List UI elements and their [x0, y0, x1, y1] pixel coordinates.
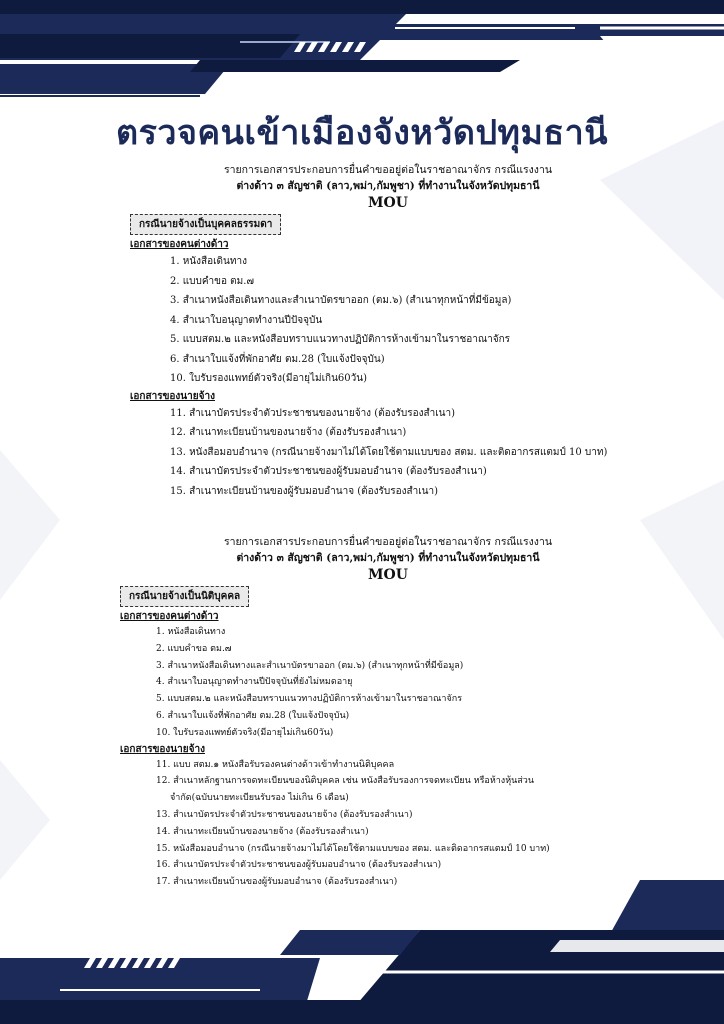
- list-item: 2. แบบคำขอ ตม.๗: [170, 275, 254, 287]
- list-item: 5. แบบสตม.๒ และหนังสือบทราบแนวทางปฏิบัติการห้างเข้ามาในราชอาณาจักร: [170, 334, 511, 345]
- list-item: 4. สำเนาใบอนุญาตทำงานปีปัจจุบัน: [170, 314, 323, 326]
- list-item: 12. สำเนาทะเบียนบ้านของนายจ้าง (ต้องรับรองสำเนา): [170, 427, 407, 438]
- list-item: 10. ใบรับรองแพทย์ตัวจริง(มีอายุไม่เกิน60วัน): [170, 373, 367, 384]
- list-item: 4. สำเนาใบอนุญาตทำงานปีปัจจุบันที่ยังไม่หมดอายุ: [156, 677, 353, 688]
- list-item: 16. สำเนาบัตรประจำตัวประชาชนของผู้รับมอบอำนาจ (ต้องรับรองสำเนา): [156, 860, 442, 871]
- page-title: ตรวจคนเข้าเมืองจังหวัดปทุมธานี: [116, 113, 608, 153]
- section-juristic-employer: [118, 534, 658, 891]
- section2-mou: MOU: [368, 567, 408, 583]
- list-item: 13. หนังสือมอบอำนาจ (กรณีนายจ้างมาไม่ได้โดยใช้ตามแบบของ สตม. และติดอากรสแตมป์ 10 บาท): [170, 446, 608, 458]
- list-item: 10. ใบรับรองแพทย์ตัวจริง(มีอายุไม่เกิน60วัน): [156, 727, 334, 738]
- section2-foreign-docs-label: เอกสารของคนต่างด้าว: [120, 611, 219, 622]
- list-item: 17. สำเนาทะเบียนบ้านของผู้รับมอบอำนาจ (ต้องรับรองสำเนา): [156, 877, 398, 888]
- list-item: 1. หนังสือเดินทาง: [156, 627, 226, 637]
- list-item: 1. หนังสือเดินทาง: [170, 256, 247, 267]
- list-item: 15. หนังสือมอบอำนาจ (กรณีนายจ้างมาไม่ได้โดยใช้ตามแบบของ สตม. และติดอากรสแตมป์ 10 บาท): [156, 843, 550, 854]
- list-item: 15. สำเนาทะเบียนบ้านของผู้รับมอบอำนาจ (ต้องรับรองสำเนา): [170, 485, 439, 497]
- list-item: 6. สำเนาใบแจ้งที่พักอาศัย ตม.28 (ใบแจ้งปัจจุบัน): [170, 353, 385, 365]
- list-item: 14. สำเนาบัตรประจำตัวประชาชนของผู้รับมอบอำนาจ (ต้องรับรองสำเนา): [170, 466, 487, 477]
- list-item: 13. สำเนาบัตรประจำตัวประชาชนของนายจ้าง (ต้องรับรองสำเนา): [156, 809, 413, 820]
- section1-heading-line1: รายการเอกสารประกอบการยื่นคำขออยู่ต่อในราชอาณาจักร กรณีแรงงาน: [223, 164, 553, 176]
- list-item: 11. สำเนาบัตรประจำตัวประชาชนของนายจ้าง (ต้องรับรองสำเนา): [170, 407, 455, 419]
- list-item: 5. แบบสตม.๒ และหนังสือบทราบแนวทางปฏิบัติการห้างเข้ามาในราชอาณาจักร: [156, 694, 463, 705]
- list-item: 2. แบบคำขอ ตม.๗: [156, 643, 232, 654]
- section2-employer-docs-label: เอกสารของนายจ้าง: [120, 743, 205, 755]
- section2-case-label: กรณีนายจ้างเป็นนิติบุคคล: [120, 586, 249, 607]
- section1-mou: MOU: [368, 195, 408, 211]
- list-item: 11. แบบ สตม.๑ หนังสือรับรองคนต่างด้าวเข้าทำงานนิติบุคคล: [156, 759, 395, 770]
- section2-heading-line2: ต่างด้าว ๓ สัญชาติ (ลาว,พม่า,กัมพูชา) ที่ทำงานในจังหวัดปทุมธานี: [236, 552, 540, 564]
- section1-employer-docs-label: เอกสารของนายจ้าง: [130, 390, 215, 402]
- list-item: 3. สำเนาหนังสือเดินทางและสำเนาบัตรขาออก (ตม.๖) (สำเนาทุกหน้าที่มีข้อมูล): [170, 295, 512, 306]
- section1-heading-line2: ต่างด้าว ๓ สัญชาติ (ลาว,พม่า,กัมพูชา) ที่ทำงานในจังหวัดปทุมธานี: [236, 180, 540, 192]
- section1-foreign-docs-label: เอกสารของคนต่างด้าว: [130, 239, 229, 250]
- list-item: 6. สำเนาใบแจ้งที่พักอาศัย ตม.28 (ใบแจ้งปัจจุบัน): [156, 710, 350, 721]
- section-individual-employer: [118, 162, 658, 501]
- list-item: จำกัด(ฉบับนายทะเบียนรับรอง ไม่เกิน 6 เดือน): [170, 793, 349, 804]
- list-item: 12. สำเนาหลักฐานการจดทะเบียนของนิติบุคคล เช่น หนังสือรับรองการจดทะเบียน หรือห้างหุ้นส่วน: [156, 776, 534, 787]
- list-item: 14. สำเนาทะเบียนบ้านของนายจ้าง (ต้องรับรองสำเนา): [156, 826, 369, 837]
- section1-case-label: กรณีนายจ้างเป็นบุคคลธรรมดา: [130, 214, 281, 235]
- list-item: 3. สำเนาหนังสือเดินทางและสำเนาบัตรขาออก (ตม.๖) (สำเนาทุกหน้าที่มีข้อมูล): [156, 660, 464, 671]
- section2-heading-line1: รายการเอกสารประกอบการยื่นคำขออยู่ต่อในราชอาณาจักร กรณีแรงงาน: [223, 536, 553, 548]
